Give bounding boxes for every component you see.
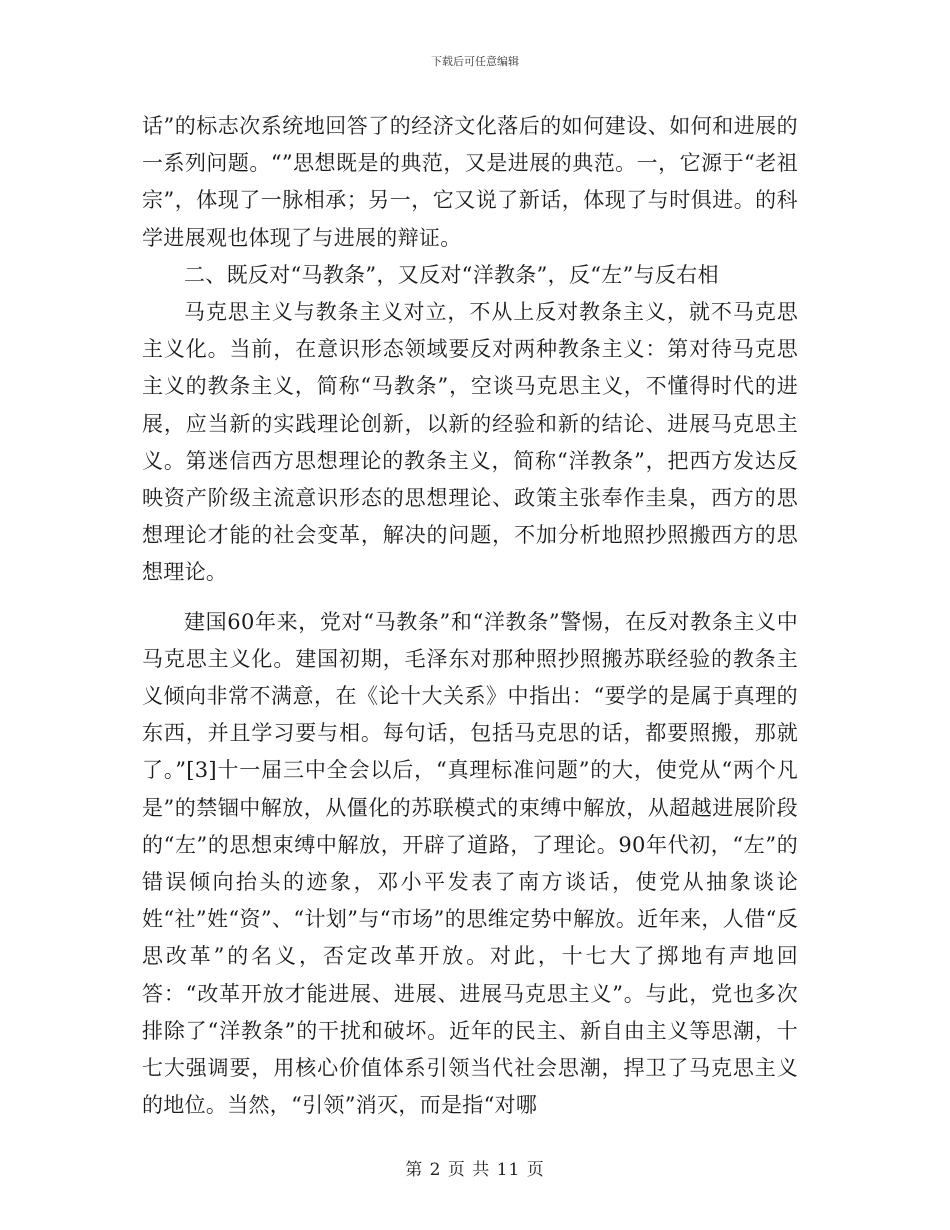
paragraph-continuation: 话”的标志次系统地回答了的经济文化落后的如何建设、如何和进展的一系列问题。“”思想既是的典范，又是进展的典范。一，它源于“老祖宗”，体现了一脉相承；另一，它又说了新话，体现了与时俱进。的科学进展观也体现了与进展的辩证。 bbox=[142, 114, 798, 250]
paragraph: 马克思主义与教条主义对立，不从上反对教条主义，就不马克思主义化。当前，在意识形态领域要反对两种教条主义：第对待马克思主义的教条主义，简称“马教条”，空谈马克思主义，不懂得时代的进展，应当新的实践理论创新，以新的经验和新的结论、进展马克思主义。第迷信西方思想理论的教条主义，简称“洋教条”，把西方发达反映资产阶级主流意识形态的思想理论、政策主张奉作圭臬，西方的思想理论才能的社会变革，解决的问题，不加分析地照抄照搬西方的思想理论。 bbox=[142, 300, 798, 585]
page-header: 下载后可任意编辑 bbox=[431, 55, 519, 68]
document-body bbox=[142, 108, 798, 1124]
section-heading: 二、既反对“马教条”，又反对“洋教条”，反“左”与反右相 bbox=[184, 262, 719, 287]
page-number-footer: 第 2 页 共 11 页 bbox=[405, 1160, 545, 1180]
paragraph: 建国60年来，党对“马教条”和“洋教条”警惕，在反对教条主义中马克思主义化。建国初期，毛泽东对那种照抄照搬苏联经验的教条主义倾向非常不满意，在《论十大关系》中指出：“要学的是属于真理的东西，并且学习要与相。每句话，包括马克思的话，都要照搬，那就了。”[3]十一届三中全会以后，“真理标准问题”的大，使党从“两个凡是”的禁锢中解放，从僵化的苏联模式的束缚中解放，从超越进展阶段的“左”的思想束缚中解放，开辟了道路，了理论。90年代初，“左”的错误倾向抬头的迹象，邓小平发表了南方谈话，使党从抽象谈论姓“社”姓“资”、“计划”与“市场”的思维定势中解放。近年来，人借“反思改革”的名义，否定改革开放。对此，十七大了掷地有声地回答：“改革开放才能进展、进展、进展马克思主义”。与此，党也多次排除了“洋教条”的干扰和破坏。近年的民主、新自由主义等思潮，十七大强调要，用核心价值体系引领当代社会思潮，捍卫了马克思主义的地位。当然，“引领”消灭，而是指“对哪 bbox=[142, 609, 798, 1118]
